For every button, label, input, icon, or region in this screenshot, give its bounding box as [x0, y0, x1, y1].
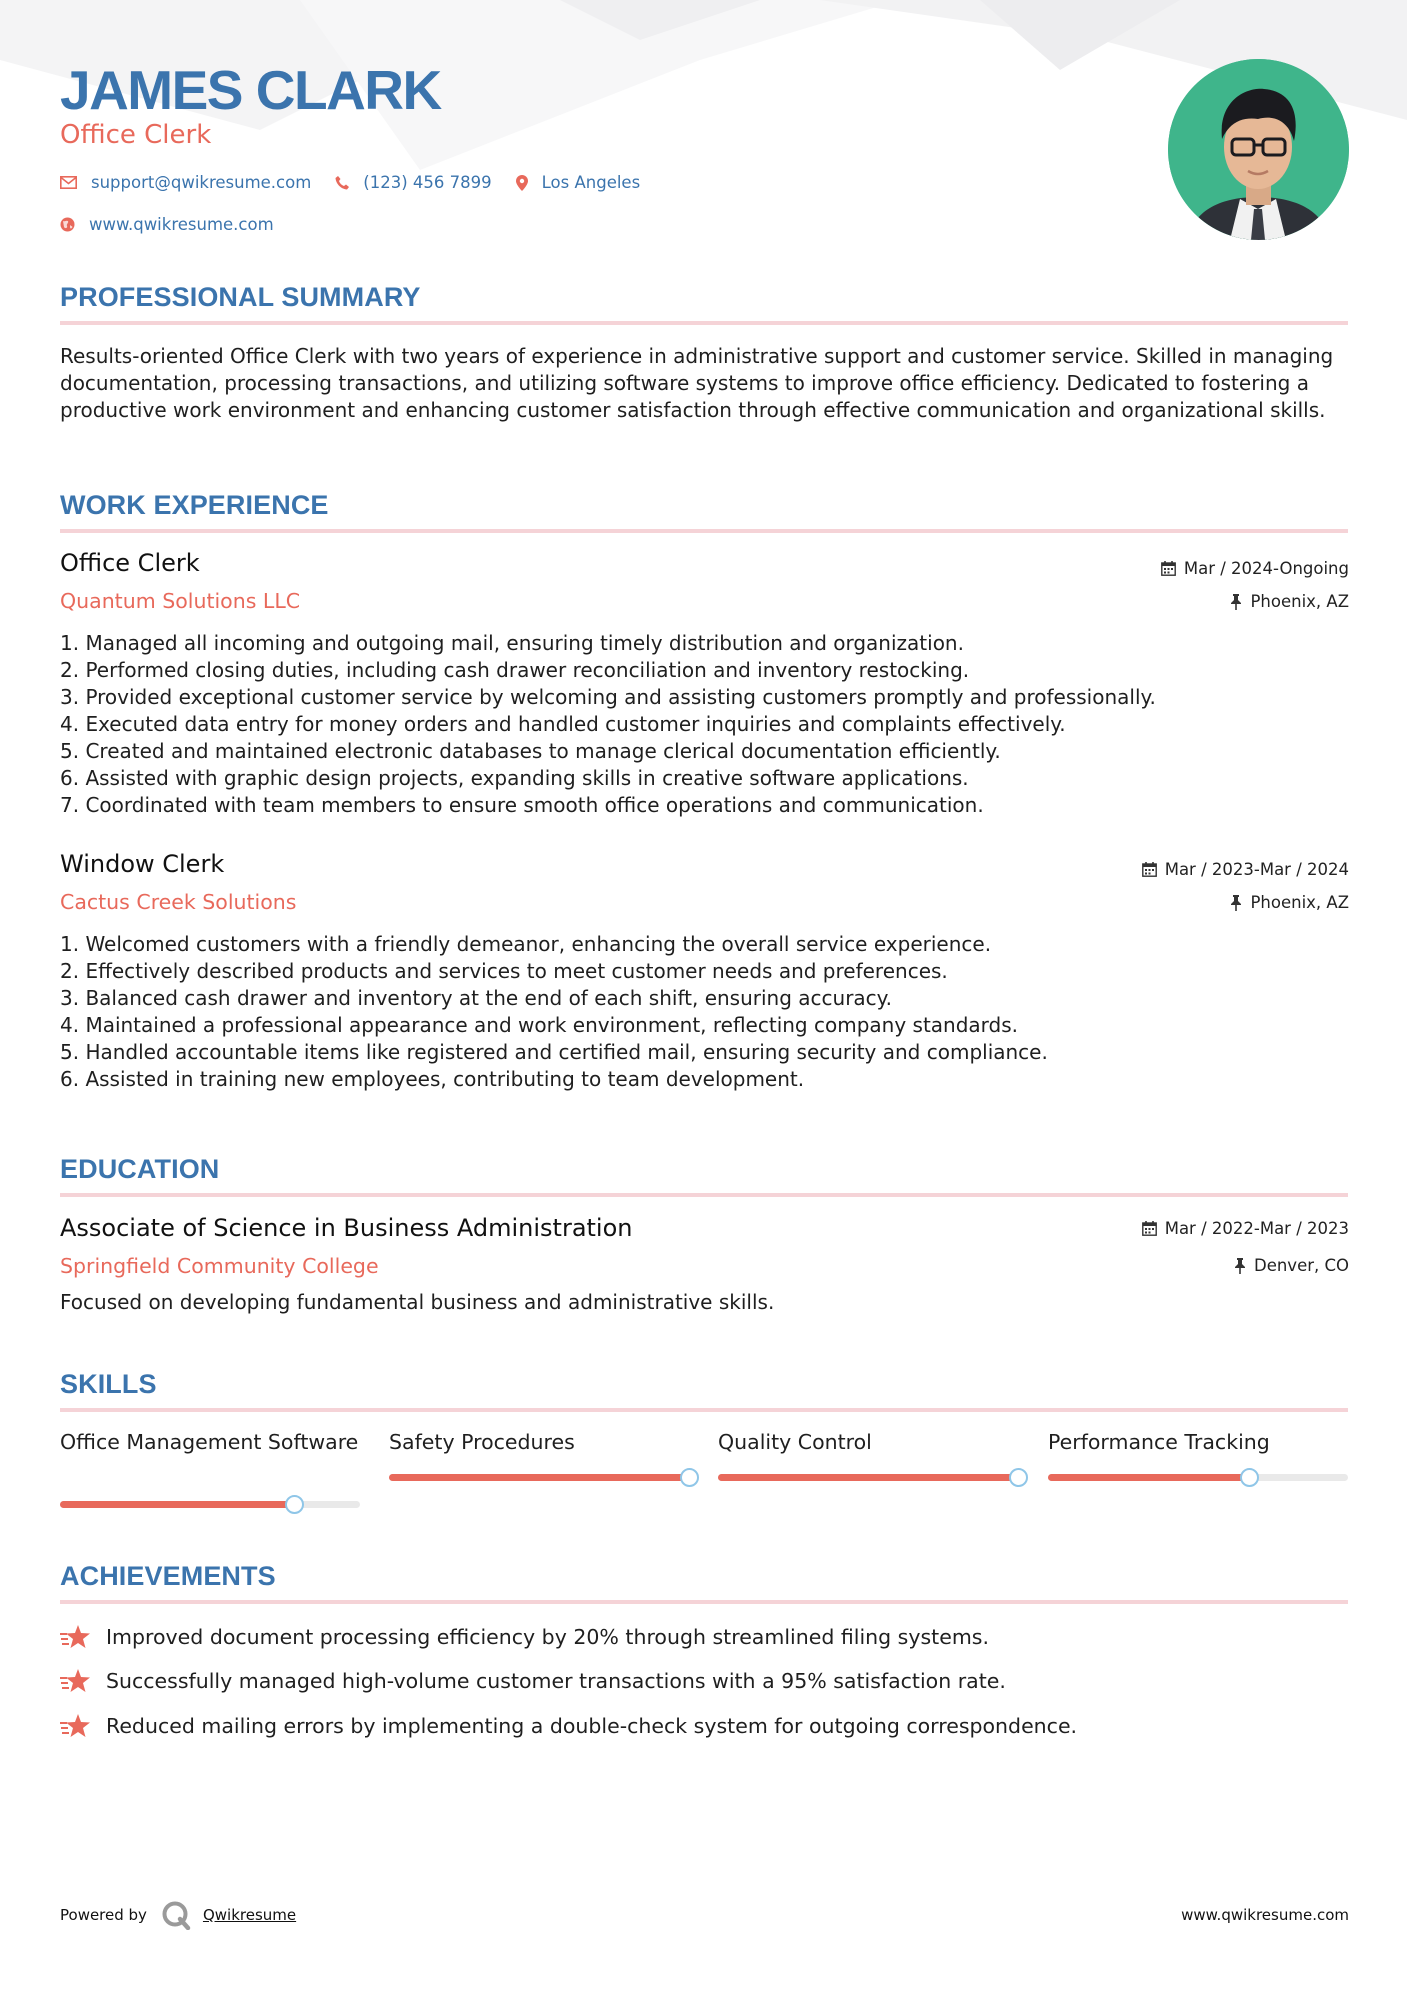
candidate-name: JAMES CLARK [60, 59, 441, 121]
section-divider [60, 529, 1348, 533]
education-location-text: Denver, CO [1253, 1256, 1349, 1275]
job-dates-text: Mar / 2023-Mar / 2024 [1164, 860, 1349, 879]
list-item: 4. Maintained a professional appearance and work environment, reflecting company standards. [60, 1013, 1019, 1037]
footer-powered-by [60, 1900, 296, 1930]
list-item: 1. Managed all incoming and outgoing mail, ensuring timely distribution and organization. [60, 631, 964, 655]
footer-url[interactable]: www.qwikresume.com [1181, 1906, 1349, 1924]
skill-level-fill [718, 1474, 1018, 1481]
skill-level-fill [1048, 1474, 1249, 1481]
education-description: Focused on developing fundamental business and administrative skills. [60, 1290, 775, 1314]
pushpin-icon [1230, 895, 1242, 911]
calendar-icon [1142, 1221, 1157, 1236]
candidate-role: Office Clerk [60, 120, 212, 150]
section-divider [60, 1193, 1348, 1197]
skill-level-fill [60, 1501, 294, 1508]
list-item: 7. Coordinated with team members to ensure smooth office operations and communication. [60, 793, 984, 817]
achievement-item [60, 1668, 1006, 1694]
section-divider [60, 321, 1348, 325]
email-item[interactable] [60, 173, 311, 192]
education-heading: EDUCATION [60, 1154, 220, 1184]
skill-level-knob [285, 1495, 304, 1514]
achievement-text: Reduced mailing errors by implementing a double-check system for outgoing correspondence. [106, 1714, 1078, 1738]
skill-level-bar [60, 1501, 360, 1508]
job-dates [1142, 860, 1349, 879]
powered-by-label: Powered by [60, 1906, 147, 1924]
job-title: Window Clerk [60, 850, 225, 878]
skill-item [1048, 1429, 1348, 1456]
school-name: Springfield Community College [60, 1254, 379, 1278]
company-name: Cactus Creek Solutions [60, 890, 297, 914]
list-item: 2. Performed closing duties, including cash drawer reconciliation and inventory restocking. [60, 658, 970, 682]
contact-row [60, 173, 664, 192]
skill-name: Office Management Software [60, 1430, 359, 1454]
achievements-heading: ACHIEVEMENTS [60, 1561, 276, 1591]
profile-photo [1168, 59, 1349, 240]
job-bullets [60, 931, 1350, 1093]
job-dates-text: Mar / 2024-Ongoing [1183, 559, 1349, 578]
skills-heading: SKILLS [60, 1369, 157, 1399]
website-row [60, 215, 298, 234]
education-location [1234, 1256, 1349, 1275]
job-location-text: Phoenix, AZ [1250, 592, 1349, 611]
achievement-item [60, 1713, 1077, 1739]
skill-level-knob [1009, 1468, 1028, 1487]
skill-level-knob [1240, 1468, 1259, 1487]
list-item: 5. Handled accountable items like registered and certified mail, ensuring security and compliance. [60, 1040, 1048, 1064]
skill-name: Performance Tracking [1048, 1430, 1270, 1454]
phone-text[interactable]: (123) 456 7899 [363, 173, 492, 192]
job-title: Office Clerk [60, 549, 200, 577]
star-badge-icon [60, 1668, 92, 1694]
list-item: 2. Effectively described products and services to meet customer needs and preferences. [60, 959, 948, 983]
envelope-icon [60, 176, 77, 189]
pushpin-icon [1230, 594, 1242, 610]
achievement-text: Successfully managed high-volume customer transactions with a 95% satisfaction rate. [106, 1669, 1006, 1693]
job-location-text: Phoenix, AZ [1250, 893, 1349, 912]
company-name: Quantum Solutions LLC [60, 589, 301, 613]
education-dates [1142, 1219, 1349, 1238]
job-location [1230, 592, 1349, 611]
qwikresume-logo-icon [161, 1900, 193, 1930]
job-dates [1161, 559, 1349, 578]
skill-item [60, 1429, 360, 1456]
website-item[interactable] [60, 215, 274, 234]
skill-level-bar [389, 1474, 689, 1481]
list-item: 6. Assisted in training new employees, contributing to team development. [60, 1067, 805, 1091]
job-bullets [60, 630, 1350, 819]
section-divider [60, 1600, 1348, 1604]
section-divider [60, 1408, 1348, 1412]
education-dates-text: Mar / 2022-Mar / 2023 [1164, 1219, 1349, 1238]
phone-icon [335, 175, 349, 190]
experience-heading: WORK EXPERIENCE [60, 490, 329, 520]
list-item: 1. Welcomed customers with a friendly demeanor, enhancing the overall service experience. [60, 932, 992, 956]
skill-name: Safety Procedures [389, 1430, 575, 1454]
achievement-text: Improved document processing efficiency by 20% through streamlined filing systems. [106, 1625, 989, 1649]
list-item: 5. Created and maintained electronic databases to manage clerical documentation efficiently. [60, 739, 1001, 763]
phone-item[interactable] [335, 173, 491, 192]
list-item: 3. Provided exceptional customer service by welcoming and assisting customers promptly and professionally. [60, 685, 1156, 709]
calendar-icon [1161, 561, 1176, 576]
summary-text: Results-oriented Office Clerk with two years of experience in administrative support and customer service. Skilled in managing documentation, processing transactions, and utilizing software systems to improve office efficiency. Dedicated to fostering a productive work environment and enhancing customer satisfaction through effective communication and organizational skills. [60, 344, 1334, 422]
skill-name: Quality Control [718, 1430, 872, 1454]
achievement-item [60, 1624, 989, 1650]
pushpin-icon [1234, 1258, 1246, 1274]
degree-title: Associate of Science in Business Administration [60, 1214, 633, 1242]
email-text[interactable]: support@qwikresume.com [91, 173, 312, 192]
skill-level-bar [1048, 1474, 1348, 1481]
calendar-icon [1142, 862, 1157, 877]
skill-item [389, 1429, 689, 1456]
skill-level-fill [389, 1474, 689, 1481]
job-location [1230, 893, 1349, 912]
list-item: 3. Balanced cash drawer and inventory at the end of each shift, ensuring accuracy. [60, 986, 893, 1010]
website-text[interactable]: www.qwikresume.com [89, 215, 274, 234]
list-item: 6. Assisted with graphic design projects, expanding skills in creative software applications. [60, 766, 969, 790]
location-text: Los Angeles [541, 173, 641, 192]
star-badge-icon [60, 1624, 92, 1650]
skill-item [718, 1429, 1018, 1456]
star-badge-icon [60, 1713, 92, 1739]
location-item [516, 173, 641, 192]
summary-heading: PROFESSIONAL SUMMARY [60, 282, 421, 312]
skill-level-bar [718, 1474, 1018, 1481]
qwikresume-link[interactable]: Qwikresume [202, 1906, 297, 1924]
list-item: 4. Executed data entry for money orders and handled customer inquiries and complaints effectively. [60, 712, 1066, 736]
map-pin-icon [516, 175, 528, 191]
skill-level-knob [680, 1468, 699, 1487]
globe-icon [60, 217, 75, 232]
